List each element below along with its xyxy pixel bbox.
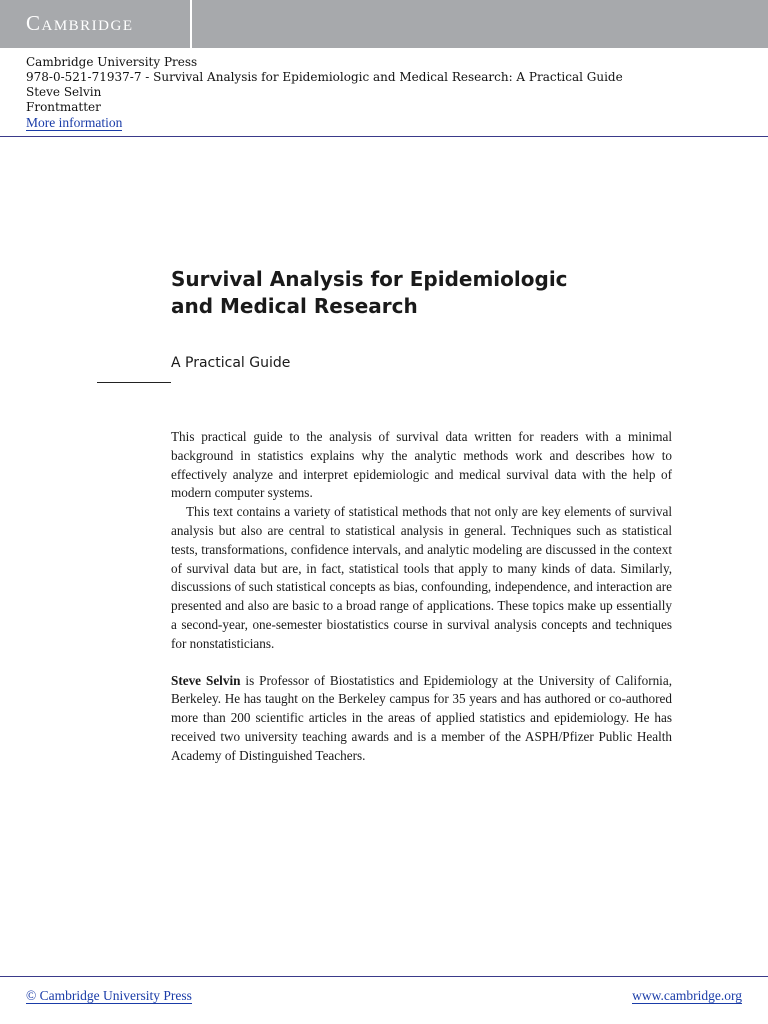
more-information-link[interactable]: More information xyxy=(26,115,123,130)
book-description xyxy=(171,428,672,766)
header-divider xyxy=(0,136,768,137)
publisher-name: Cambridge University Press xyxy=(26,55,198,69)
website-link[interactable]: www.cambridge.org xyxy=(632,988,742,1003)
logo-box xyxy=(0,0,192,48)
title-line-2: and Medical Research xyxy=(171,294,418,318)
author-name: Steve Selvin xyxy=(26,85,102,99)
footer-copyright xyxy=(26,985,192,1004)
description-paragraph-1: This practical guide to the analysis of survival data written for readers with a minimal background in statistics explains why the analytic methods work and describes how to effectively analyze and interpret epidemiologic and medical survival data with the help of modern computer systems. xyxy=(171,429,672,501)
publisher-banner xyxy=(0,0,768,48)
bio-text: is Professor of Biostatistics and Epidemiology at the University of California, Berkeley. He has taught on the Berkeley campus for 35 years and has authored or co-authored more than 200 scientific articles in the areas of applied statistics and epidemiology. He has received two university teaching awards and is a member of the ASPH/Pfizer Public Health Academy of Distinguished Teachers. xyxy=(171,672,672,763)
title-line-1: Survival Analysis for Epidemiologic xyxy=(171,267,568,291)
book-meta xyxy=(26,55,623,131)
subtitle-rule xyxy=(97,382,171,383)
book-subtitle: A Practical Guide xyxy=(171,355,291,371)
copyright-link[interactable]: © Cambridge University Press xyxy=(26,988,192,1003)
author-bio xyxy=(171,672,672,766)
footer-website xyxy=(632,985,742,1004)
cambridge-logo: Cambridge xyxy=(26,11,134,35)
footer-divider xyxy=(0,976,768,977)
book-title xyxy=(171,266,568,320)
description-paragraph-2: This text contains a variety of statistical methods that not only are key elements of survival analysis but also are central to statistical analysis in general. Techniques such as statistical tests, transformations, confidence intervals, and analytic modeling are discussed in the context of survival data but are, in fact, statistical tools that apply to many kinds of data. Similarly, discussions of such statistical concepts as bias, confounding, independence, and interaction are presented and also are basic to a broad range of applications. These topics make up essentially a second-year, one-semester biostatistics course in survival analysis concepts and techniques for nonstatisticians. xyxy=(171,504,672,651)
section-name: Frontmatter xyxy=(26,100,101,114)
isbn-title-line: 978-0-521-71937-7 - Survival Analysis for Epidemiologic and Medical Research: A Practical Guide xyxy=(26,70,623,84)
bio-author-name: Steve Selvin xyxy=(171,672,241,688)
